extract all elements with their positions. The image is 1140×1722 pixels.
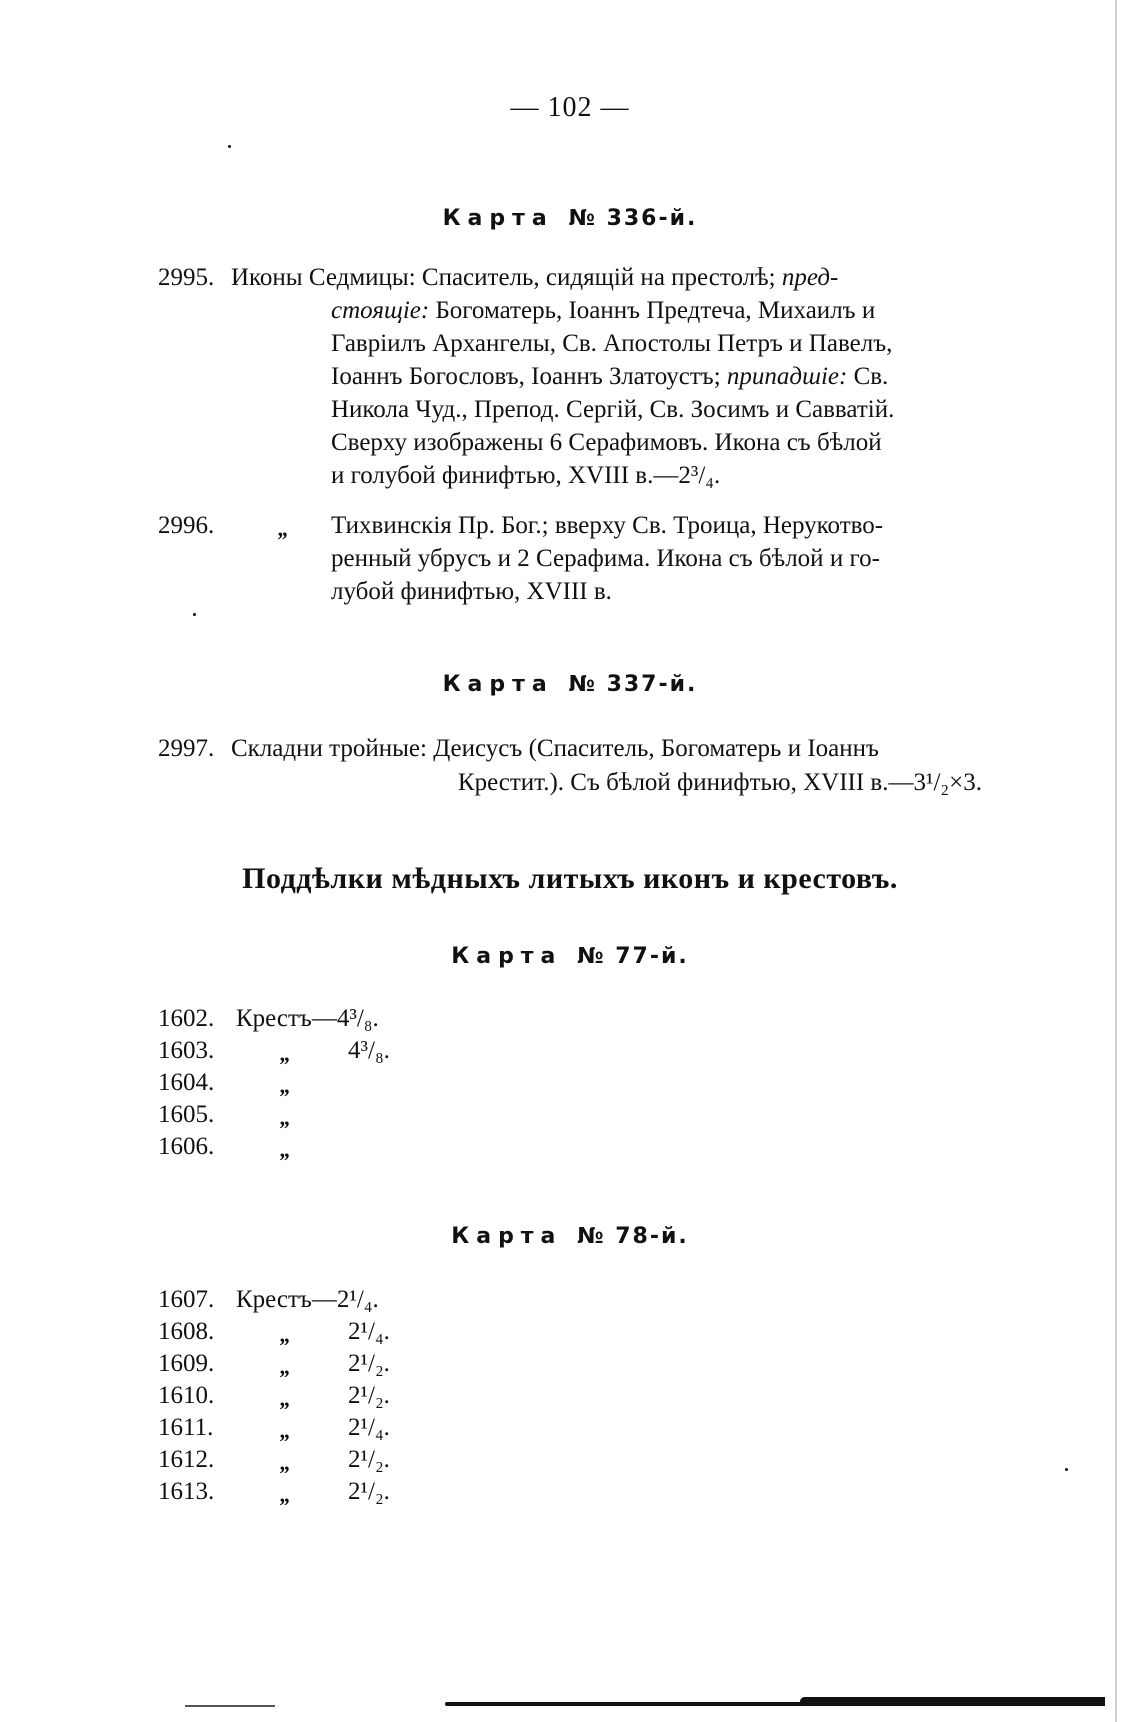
card-78-row [158,1318,390,1350]
card-77-row-ditto: „ [280,1073,291,1098]
page-number: — 102 — [510,92,630,123]
card-78-row [158,1286,379,1318]
card-78-row-ditto: „ [280,1322,291,1347]
card-77-row-ditto: „ [280,1137,291,1162]
card-78-row-value: 2¹/₄. [348,1414,390,1441]
entry-2995-line3: Гавріилъ Архангелы, Св. Апостолы Петръ и Павелъ, [331,330,893,357]
card-77-row [158,1069,291,1101]
card-77-row-number: 1606. [158,1133,215,1160]
card-77-row [158,1101,291,1133]
card-337-word: Карта [442,672,554,697]
entry-2995-line4-end: Св. [847,363,889,390]
entry-2995-line2-italic: стоящіе: [331,297,430,324]
card-77-heading [0,944,1140,969]
card-78-row-ditto: „ [280,1482,291,1507]
card-337-number: № 337-й. [568,672,698,697]
card-78-row-ditto: „ [280,1418,291,1443]
card-77-row-value: 4³/₈. [348,1037,390,1064]
entry-2995-line4-italic: припадшіе: [726,363,848,390]
card-78-row [158,1478,390,1510]
card-77-row-number: 1603. [158,1037,215,1064]
card-77-word: Карта [451,944,563,969]
scan-speck [1065,1468,1068,1471]
card-78-row-value: 2¹/₂. [348,1382,390,1409]
scan-bottom-edge [800,1697,1105,1706]
card-78-row-value: 2¹/₂. [348,1478,390,1505]
entry-2996-ditto: „ [278,516,289,541]
card-337-heading [0,672,1140,697]
card-78-row [158,1414,390,1446]
card-78-row-value: 2¹/₂. [348,1446,390,1473]
card-78-row-number: 1607. [158,1286,215,1313]
entry-2997-number: 2997. [158,735,215,762]
card-78-row-value: 2¹/₄. [348,1318,390,1345]
card-78-row-ditto: „ [280,1450,291,1475]
entry-2995-line7: и голубой финифтью, XVIII в.—2³/₄. [331,462,721,489]
card-78-row-number: 1610. [158,1382,215,1409]
card-336-heading [0,206,1140,231]
scan-bottom-edge [185,1705,275,1707]
scan-edge [1115,0,1117,1722]
card-77-row-ditto: „ [280,1041,291,1066]
entry-2995-line1 [231,264,838,292]
entry-2995-number: 2995. [158,264,215,291]
card-77-row [158,1005,379,1037]
card-77-row-number: 1604. [158,1069,215,1096]
card-78-row-value: 2¹/₂. [348,1350,390,1377]
entry-2997-line1: Складни тройные: Деисусъ (Спаситель, Богоматерь и Іоаннъ [231,735,879,762]
scan-speck [193,613,196,616]
entry-2997-line2: Крестит.). Съ бѣлой финифтью, XVIII в.—3¹/₂×3. [457,769,982,796]
card-77-row [158,1037,390,1069]
card-78-row [158,1382,390,1414]
entry-2995-line4-text: Іоаннъ Богословъ, Іоаннъ Златоустъ; [331,363,727,390]
card-78-row-ditto: „ [280,1354,291,1379]
card-78-row-number: 1608. [158,1318,215,1345]
card-77-row-number: 1605. [158,1101,215,1128]
card-78-row-number: 1613. [158,1478,215,1505]
scan-speck [228,145,231,148]
entry-2995-line2 [331,297,875,325]
card-77-row-text: Крестъ—4³/₈. [236,1005,379,1032]
card-78-row [158,1446,390,1478]
entry-2996-line2: ренный убрусъ и 2 Серафима. Икона съ бѣлой и го- [331,545,880,572]
entry-2995-line1-text: Иконы Седмицы: Спаситель, сидящій на престолѣ; [231,264,782,291]
card-78-row-number: 1609. [158,1350,215,1377]
section-title: Поддѣлки мѣдныхъ литыхъ иконъ и крестовъ. [242,862,898,895]
card-77-number: № 77-й. [577,944,689,969]
card-336-word: Карта [442,206,554,231]
card-78-word: Карта [451,1224,563,1249]
card-78-row-number: 1612. [158,1446,215,1473]
card-77-row [158,1133,291,1165]
entry-2995-line5: Никола Чуд., Препод. Сергій, Св. Зосимъ и Савватій. [331,396,895,423]
entry-2995-line4 [331,363,888,391]
card-78-row-number: 1611. [158,1414,214,1441]
card-78-row [158,1350,390,1382]
entry-2995-line1-italic: пред- [781,264,839,291]
card-78-number: № 78-й. [577,1224,689,1249]
entry-2995-line6: Сверху изображены 6 Серафимовъ. Икона съ бѣлой [331,429,882,456]
card-78-row-text: Крестъ—2¹/₄. [236,1286,379,1313]
entry-2996-line3: лубой финифтью, XVIII в. [331,578,612,605]
card-77-row-ditto: „ [280,1105,291,1130]
entry-2995-line2-text: Богоматерь, Іоаннъ Предтеча, Михаилъ и [429,297,876,324]
card-78-row-ditto: „ [280,1386,291,1411]
card-78-heading [0,1224,1140,1249]
entry-2996-number: 2996. [158,512,215,539]
card-336-number: № 336-й. [568,206,698,231]
entry-2996-line1: Тихвинскія Пр. Бог.; вверху Св. Троица, Нерукотво- [331,512,884,539]
card-77-row-number: 1602. [158,1005,215,1032]
